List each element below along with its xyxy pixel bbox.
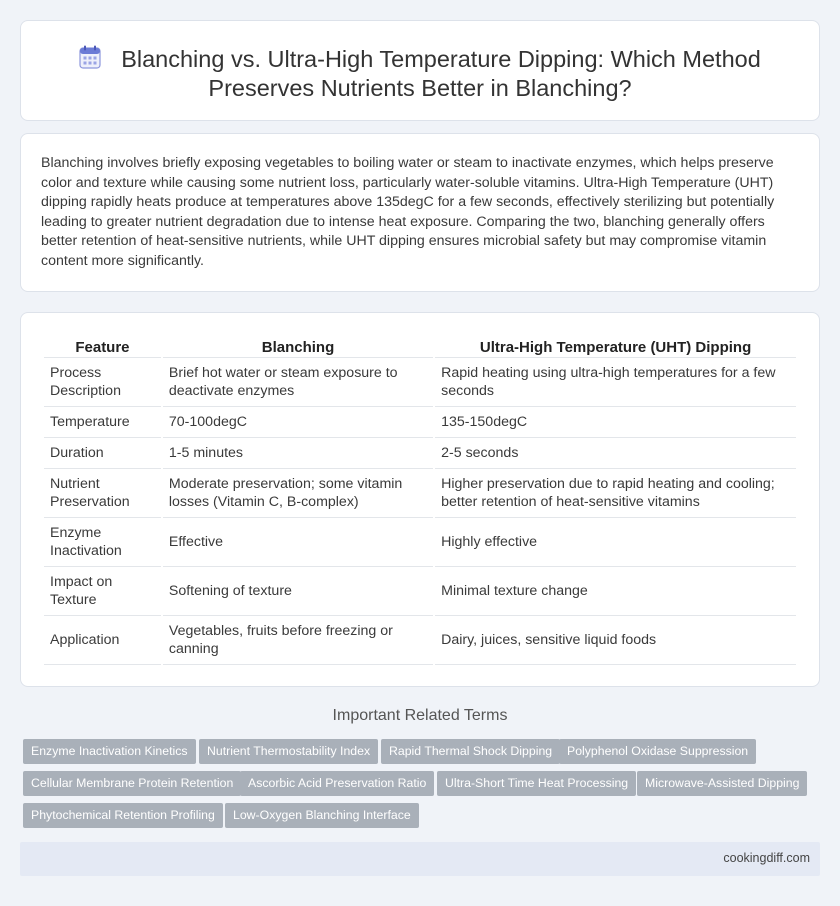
blanching-cell: Vegetables, fruits before freezing or canning xyxy=(163,616,433,665)
feature-cell: Impact on Texture xyxy=(44,567,161,616)
term-tag[interactable]: Low-Oxygen Blanching Interface xyxy=(225,803,419,828)
term-tag[interactable]: Enzyme Inactivation Kinetics xyxy=(23,739,196,764)
feature-cell: Application xyxy=(44,616,161,665)
title-line-1: Blanching vs. Ultra-High Temperature Dipping: Which Method xyxy=(121,46,761,72)
comparison-table xyxy=(42,333,798,665)
feature-cell: Process Description xyxy=(44,358,161,407)
term-tag[interactable]: Nutrient Thermostability Index xyxy=(199,739,378,764)
term-tag[interactable]: Microwave-Assisted Dipping xyxy=(637,771,807,796)
header-feature: Feature xyxy=(44,333,161,358)
uht-cell: Dairy, juices, sensitive liquid foods xyxy=(435,616,796,665)
related-terms-title: Important Related Terms xyxy=(332,707,508,724)
table-row xyxy=(44,358,796,407)
uht-cell: Highly effective xyxy=(435,518,796,567)
blanching-cell: Softening of texture xyxy=(163,567,433,616)
feature-cell: Temperature xyxy=(44,407,161,438)
blanching-cell: 1-5 minutes xyxy=(163,438,433,469)
term-tag[interactable]: Ascorbic Acid Preservation Ratio xyxy=(240,771,434,796)
header-card xyxy=(20,20,820,121)
table-row xyxy=(44,469,796,518)
uht-cell: Higher preservation due to rapid heating and cooling; better retention of heat-sensitive vitamins xyxy=(435,469,796,518)
table-row xyxy=(44,616,796,665)
comparison-table-card xyxy=(20,312,820,687)
header-uht: Ultra-High Temperature (UHT) Dipping xyxy=(435,333,796,358)
page-title xyxy=(21,45,819,103)
feature-cell: Nutrient Preservation xyxy=(44,469,161,518)
term-tag[interactable]: Cellular Membrane Protein Retention xyxy=(23,771,241,796)
intro-paragraph: Blanching involves briefly exposing vegetables to boiling water or steam to inactivate enzymes, which helps preserve color and texture while causing some nutrient loss, particularly water-soluble vitamins. Ultra-High Temperature (UHT) dipping rapidly heats produce at temperatures above 135degC for a few seconds, effectively sterilizing but potentially leading to greater nutrient degradation due to intense heat exposure. Comparing the two, blanching generally offers better retention of heat-sensitive nutrients, while UHT dipping ensures microbial safety but may compromise vitamin content more significantly. xyxy=(41,155,775,269)
calendar-icon xyxy=(79,45,101,69)
term-tag[interactable]: Polyphenol Oxidase Suppression xyxy=(559,739,756,764)
feature-cell: Enzyme Inactivation xyxy=(44,518,161,567)
blanching-cell: Moderate preservation; some vitamin losses (Vitamin C, B-complex) xyxy=(163,469,433,518)
uht-cell: 2-5 seconds xyxy=(435,438,796,469)
blanching-cell: 70-100degC xyxy=(163,407,433,438)
title-line-2: Preserves Nutrients Better in Blanching? xyxy=(208,75,632,101)
term-tag[interactable]: Phytochemical Retention Profiling xyxy=(23,803,223,828)
table-row xyxy=(44,438,796,469)
term-tag[interactable]: Rapid Thermal Shock Dipping xyxy=(381,739,560,764)
table-header-row xyxy=(44,333,796,358)
table-row xyxy=(44,518,796,567)
uht-cell: Rapid heating using ultra-high temperatures for a few seconds xyxy=(435,358,796,407)
feature-cell: Duration xyxy=(44,438,161,469)
blanching-cell: Effective xyxy=(163,518,433,567)
footer-site-link[interactable]: cookingdiff.com xyxy=(723,851,810,865)
table-row xyxy=(44,567,796,616)
table-row xyxy=(44,407,796,438)
uht-cell: 135-150degC xyxy=(435,407,796,438)
header-blanching: Blanching xyxy=(163,333,433,358)
uht-cell: Minimal texture change xyxy=(435,567,796,616)
blanching-cell: Brief hot water or steam exposure to deactivate enzymes xyxy=(163,358,433,407)
term-tag[interactable]: Ultra-Short Time Heat Processing xyxy=(437,771,636,796)
footer xyxy=(20,842,820,876)
intro-card xyxy=(20,133,820,292)
